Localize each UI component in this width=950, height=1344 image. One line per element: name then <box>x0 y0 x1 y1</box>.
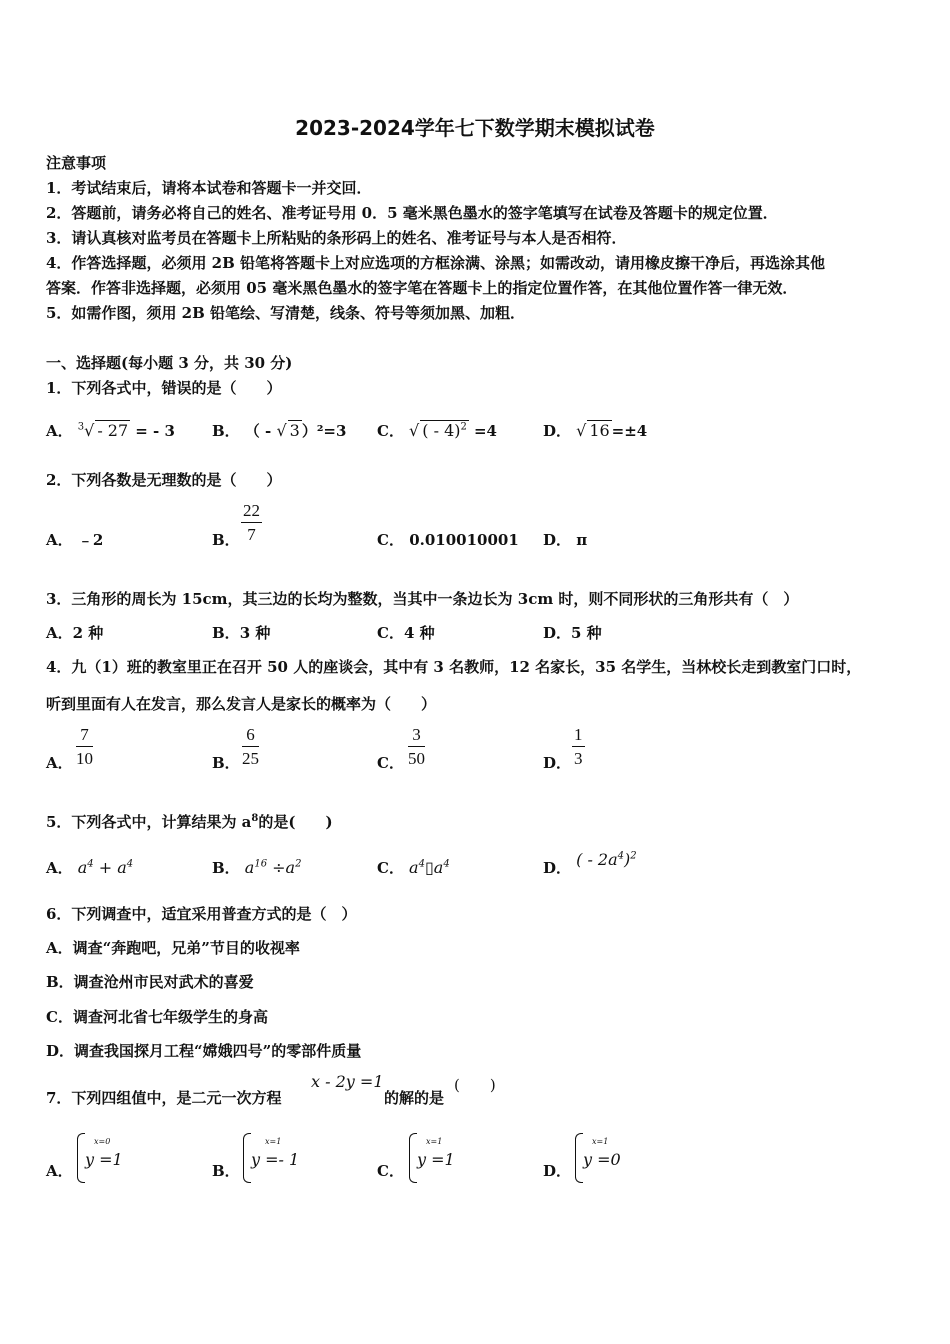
q1-stem: 1．下列各式中，错误的是（ ） <box>46 379 282 397</box>
q1-option-a: A． $^3$√ - 27 = - 3 <box>46 421 175 440</box>
q7-d-x: x=1 <box>592 1137 609 1146</box>
q1-a-radicand: - 27 <box>97 421 129 440</box>
q5-option-c: C． $a^4▯a^4$ <box>377 858 450 877</box>
q2-c-value: 0.010010001 <box>409 531 519 549</box>
q1-b-open: （ - <box>244 422 277 440</box>
q1-a-index: 3 <box>77 421 85 433</box>
q1-option-d: D． √ 16 =±4 <box>543 421 648 440</box>
q7-c-x: x=1 <box>426 1137 443 1146</box>
q6-option-b: B．调查沧州市民对武术的喜爱 <box>46 973 254 991</box>
q3-option-d: D．5 种 <box>543 624 602 642</box>
q2-option-c: C． 0.010010001 <box>377 531 519 549</box>
q7-a-y: y =1 <box>85 1150 123 1169</box>
q1-b-rhs: ）²=3 <box>301 422 347 440</box>
q6-option-c: C．调查河北省七年级学生的身高 <box>46 1008 268 1026</box>
q4-option-c-label: C． <box>377 754 404 772</box>
q1-option-b: B． （ - √ 3 ）²=3 <box>212 421 347 440</box>
q4-option-d-label: D． <box>543 754 572 772</box>
notice-item: 4．作答选择题，必须用 2B 铅笔将答题卡上对应选项的方框涂满、涂黑；如需改动，请用橡皮擦干净后，再选涂其他 <box>46 254 826 272</box>
q7-equation: x - 2y =1 <box>311 1072 384 1091</box>
q4-stem-line1: 4．九（1）班的教室里正在召开 50 人的座谈会，其中有 3 名教师，12 名家长，35 名学生，当林校长走到教室门口时， <box>46 658 862 676</box>
option-label: C． <box>377 422 404 440</box>
q7-stem-post: 的解的是 <box>384 1089 445 1107</box>
notice-item: 5．如需作图，须用 2B 铅笔绘、写清楚，线条、符号等须加黑、加粗． <box>46 304 525 322</box>
q7-c-brace <box>409 1133 417 1183</box>
q1-d-radicand: 16 <box>589 421 610 440</box>
section-heading: 一、选择题(每小题 3 分，共 30 分) <box>46 354 293 372</box>
q7-a-x: x=0 <box>94 1137 111 1146</box>
q1-b-radicand: 3 <box>289 421 300 440</box>
q4-option-b-fraction: $\frac{6}{25}$ <box>242 725 259 768</box>
q1-d-rhs: =±4 <box>611 422 648 440</box>
q7-stem-pre: 7．下列四组值中，是二元一次方程 <box>46 1089 282 1107</box>
q7-d-brace <box>575 1133 583 1183</box>
q5-option-d: D． ( - $2a^4)^2$ <box>543 850 637 877</box>
q7-option-c-label: C． <box>377 1162 404 1180</box>
q4-option-b-label: B． <box>212 754 240 772</box>
notice-item: 3．请认真核对监考员在答题卡上所粘贴的条形码上的姓名、准考证号与本人是否相符． <box>46 229 627 247</box>
q1-c-exp: 2 <box>460 421 467 433</box>
q1-c-radicand: ( - 4) <box>422 421 461 440</box>
q2-option-b-fraction: $\frac{22}{7}$ <box>243 501 260 544</box>
q2-option-b-label: B． <box>212 531 240 549</box>
q4-stem-line2: 听到里面有人在发言，那么发言人是家长的概率为（ ） <box>46 695 437 713</box>
q5-option-b: B． $a^{16} \div a^2$ <box>212 858 302 877</box>
q7-option-a-label: A． <box>46 1162 73 1180</box>
q2-option-d: D． π <box>543 531 588 549</box>
notice-heading: 注意事项 <box>46 154 107 172</box>
q7-c-y: y =1 <box>417 1150 455 1169</box>
q1-c-rhs: =4 <box>473 422 497 440</box>
q7-a-brace <box>77 1133 85 1183</box>
q4-option-a-fraction: $\frac{7}{10}$ <box>76 725 93 768</box>
q4-option-a-label: A． <box>46 754 73 772</box>
option-label: B． <box>212 422 240 440</box>
q1-a-rhs: = - 3 <box>135 422 175 440</box>
q7-option-d-label: D． <box>543 1162 572 1180</box>
q6-option-a: A．调查“奔跑吧，兄弟”节目的收视率 <box>46 939 300 957</box>
notice-item: 答案．作答非选择题，必须用 05 毫米黑色墨水的签字笔在答题卡上的指定位置作答，在其他位置作答一律无效． <box>46 279 798 297</box>
q4-option-c-fraction: $\frac{3}{50}$ <box>408 725 425 768</box>
q4-option-d-fraction: $\frac{1}{3}$ <box>574 725 583 768</box>
q3-option-a: A．2 种 <box>46 624 104 642</box>
notice-item: 1．考试结束后，请将本试卷和答题卡一并交回． <box>46 179 372 197</box>
q7-option-b-label: B． <box>212 1162 240 1180</box>
q7-b-x: x=1 <box>265 1137 282 1146</box>
q5-stem: 5．下列各式中，计算结果为 $a^8$的是( ) <box>46 813 333 831</box>
q7-b-brace <box>243 1133 251 1183</box>
q5-option-a: A． $a^4 + a^4$ <box>46 858 134 877</box>
q6-option-d: D．调查我国探月工程“嫦娥四号”的零部件质量 <box>46 1042 362 1060</box>
q7-paren: ( ) <box>454 1076 496 1094</box>
q7-d-y: y =0 <box>583 1150 621 1169</box>
notice-item: 2．答题前，请务必将自己的姓名、准考证号用 0．5 毫米黑色墨水的签字笔填写在试卷及答题卡的规定位置． <box>46 204 778 222</box>
q2-option-a: A． ﹣2 <box>46 531 104 549</box>
option-label: D． <box>543 422 572 440</box>
q2-d-value: π <box>576 531 588 549</box>
q2-a-value: ﹣2 <box>77 531 104 549</box>
q6-stem: 6．下列调查中，适宜采用普查方式的是（ ） <box>46 905 357 923</box>
option-label: A． <box>46 422 73 440</box>
q1-option-c: C． √ ( - 4)$^2$ =4 <box>377 421 497 440</box>
q2-stem: 2．下列各数是无理数的是（ ） <box>46 471 282 489</box>
q3-option-b: B．3 种 <box>212 624 271 642</box>
q3-stem: 3．三角形的周长为 15cm，其三边的长均为整数，当其中一条边长为 3cm 时，则不同形状的三角形共有（ ） <box>46 590 799 608</box>
q3-option-c: C．4 种 <box>377 624 435 642</box>
q7-b-y: y =- 1 <box>251 1150 300 1169</box>
page-title: 2023-2024学年七下数学期末模拟试卷 <box>295 116 655 140</box>
